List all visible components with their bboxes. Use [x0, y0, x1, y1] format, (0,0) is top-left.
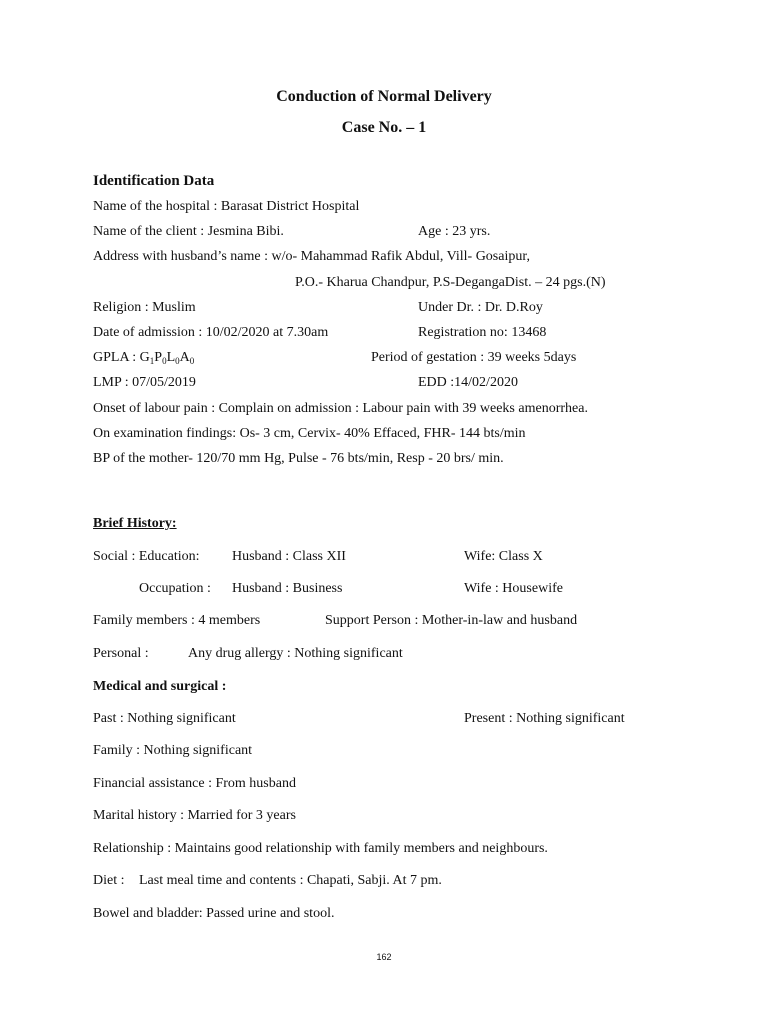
identification-heading: Identification Data: [93, 173, 215, 189]
relationship: Relationship : Maintains good relationship with family members and neighbours.: [93, 841, 548, 856]
brief-history-heading: Brief History:: [93, 516, 177, 531]
gpla-l: L: [166, 350, 176, 365]
religion: Religion : Muslim: [93, 300, 196, 315]
under-doctor: Under Dr. : Dr. D.Roy: [418, 300, 543, 315]
medical-surgical-heading: Medical and surgical :: [93, 679, 227, 694]
gpla-p-value: 0: [162, 356, 167, 366]
client-age: Age : 23 yrs.: [418, 224, 491, 239]
present-history: Present : Nothing significant: [464, 711, 625, 726]
diet-details: Last meal time and contents : Chapati, Sabji. At 7 pm.: [139, 873, 442, 888]
case-number: Case No. – 1: [341, 119, 427, 136]
page-number: 162: [376, 952, 392, 962]
drug-allergy: Any drug allergy : Nothing significant: [188, 646, 403, 661]
gestation-period: Period of gestation : 39 weeks 5days: [371, 350, 577, 365]
gpla: [93, 350, 194, 366]
diet-label: Diet :: [93, 873, 125, 888]
examination-findings: On examination findings: Os- 3 cm, Cervix- 40% Effaced, FHR- 144 bts/min: [93, 426, 526, 441]
marital-history: Marital history : Married for 3 years: [93, 808, 296, 823]
social-education-label: Social : Education:: [93, 549, 200, 564]
labour-onset: Onset of labour pain : Complain on admission : Labour pain with 39 weeks amenorrhea.: [93, 401, 588, 416]
gpla-a: A: [179, 350, 190, 365]
page-title: Conduction of Normal Delivery: [276, 88, 492, 105]
gpla-l-value: 0: [175, 356, 180, 366]
address-line-2: P.O.- Kharua Chandpur, P.S-DegangaDist. – 24 pgs.(N): [295, 275, 606, 290]
lmp: LMP : 07/05/2019: [93, 375, 196, 390]
gpla-p: P: [154, 350, 163, 365]
family-members: Family members : 4 members: [93, 613, 261, 628]
registration-number: Registration no: 13468: [418, 325, 547, 340]
occupation-label: Occupation :: [139, 581, 211, 596]
gpla-a-value: 0: [189, 356, 195, 366]
edd: EDD :14/02/2020: [418, 375, 518, 390]
bowel-bladder: Bowel and bladder: Passed urine and stool.: [93, 906, 335, 921]
financial-assistance: Financial assistance : From husband: [93, 776, 296, 791]
admission-date: Date of admission : 10/02/2020 at 7.30am: [93, 325, 329, 340]
husband-occupation: Husband : Business: [232, 581, 343, 596]
wife-education: Wife: Class X: [464, 549, 543, 564]
personal-label: Personal :: [93, 646, 149, 661]
wife-occupation: Wife : Housewife: [464, 581, 563, 596]
gpla-g-value: 1: [149, 356, 155, 366]
husband-education: Husband : Class XII: [232, 549, 346, 564]
past-history: Past : Nothing significant: [93, 711, 236, 726]
support-person: Support Person : Mother-in-law and husband: [325, 613, 578, 628]
vital-signs: BP of the mother- 120/70 mm Hg, Pulse - 76 bts/min, Resp - 20 brs/ min.: [93, 451, 504, 466]
address-line-1: Address with husband’s name : w/o- Mahammad Rafik Abdul, Vill- Gosaipur,: [93, 249, 530, 264]
gpla-label: GPLA : G: [93, 350, 150, 365]
hospital-name: Name of the hospital : Barasat District Hospital: [93, 199, 360, 214]
client-name: Name of the client : Jesmina Bibi.: [93, 224, 284, 239]
family-history: Family : Nothing significant: [93, 743, 253, 758]
